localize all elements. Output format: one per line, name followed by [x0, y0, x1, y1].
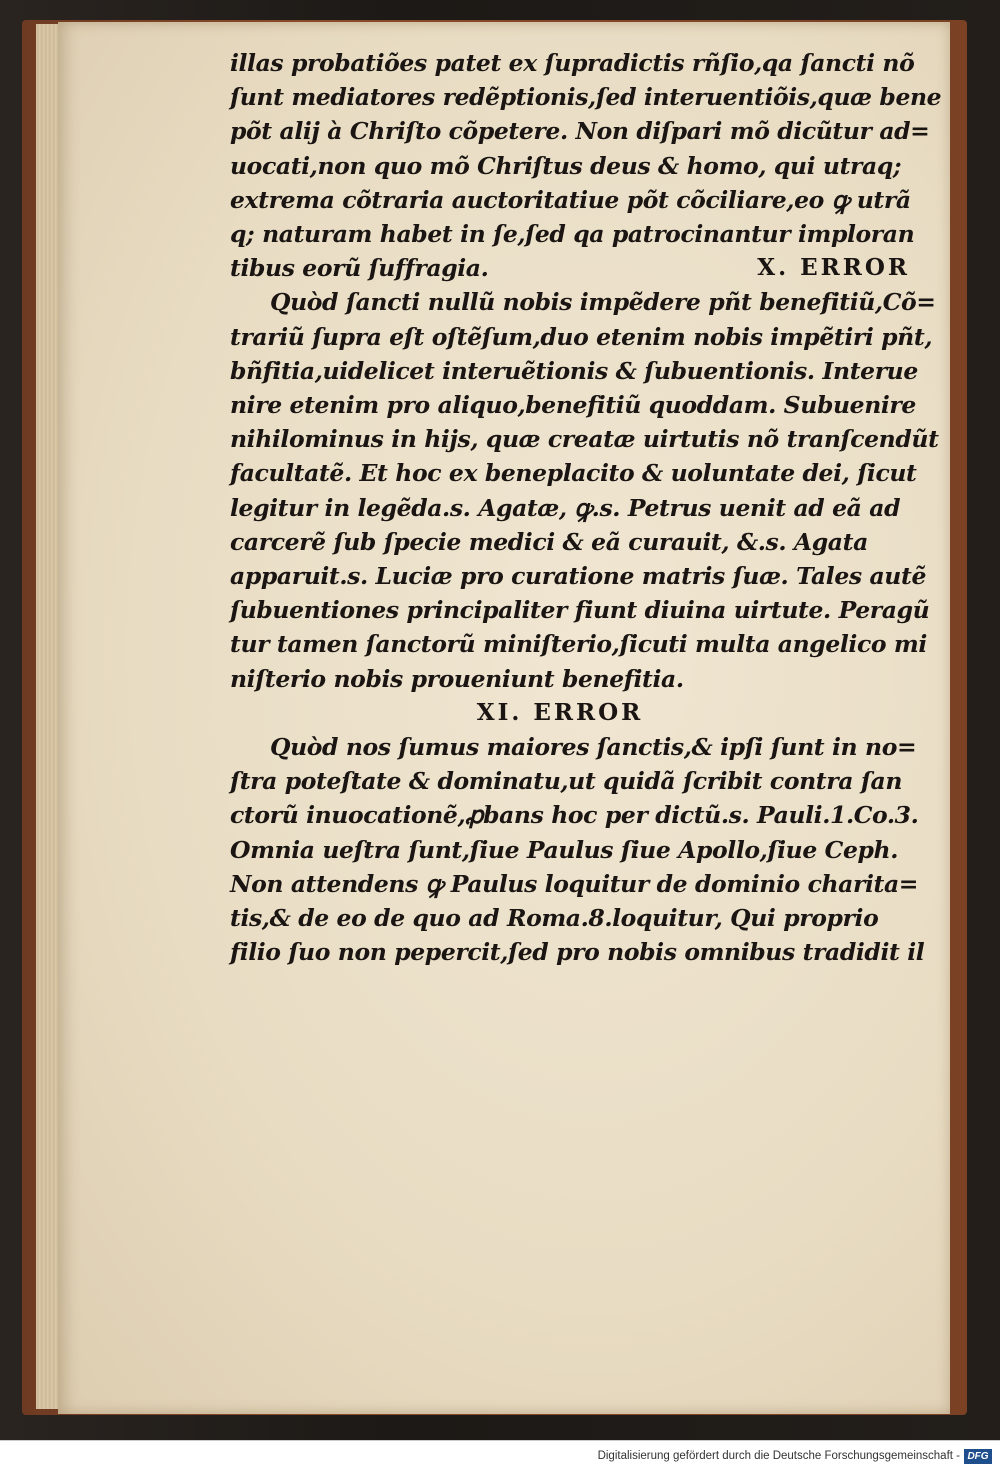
text-line: Non attendens ꝙ Paulus loquitur de dominio charita= — [230, 869, 919, 898]
text-line: extrema cõtraria auctoritatiue põt cõciliare,eo ꝙ utrã — [230, 185, 911, 214]
section-heading-x: X. ERROR — [757, 254, 910, 282]
text-line: tibus eorũ ſuffragia. — [230, 254, 489, 283]
text-line: niſterio nobis proueniunt benefitia. — [230, 664, 684, 693]
text-line: nihilominus in hijs, quæ creatæ uirtutis nõ tranſcendũt — [230, 425, 939, 454]
text-line: illas probatiões patet ex ſupradictis rñſio,qa ſancti nõ — [230, 49, 915, 77]
text-line: uocati,non quo mõ Chriſtus deus & homo, qui utraq; — [230, 151, 902, 180]
page-text — [230, 46, 942, 969]
funding-credit: Digitalisierung gefördert durch die Deutsche Forschungsgemeinschaft - — [597, 1450, 960, 1462]
text-line: Omnia ueſtra ſunt,ſiue Paulus ſiue Apollo,ſiue Ceph. — [230, 835, 899, 864]
digitization-footer — [0, 1440, 1000, 1473]
text-line: nire etenim pro aliquo,benefitiũ quoddam. Subuenire — [230, 391, 916, 420]
text-line: ctorũ inuocationẽ,ꝓbans hoc per dictũ.s. Pauli.1.Co.3. — [230, 801, 919, 830]
text-line: tur tamen ſanctorũ miniſterio,ſicuti multa angelico mi — [230, 630, 927, 659]
text-line: ſubuentiones principaliter fiunt diuina uirtute. Peragũ — [230, 596, 930, 625]
text-line: carcerẽ ſub ſpecie medici & eã curauit, &.s. Agata — [230, 527, 868, 556]
text-line: trariũ ſupra eſt oſtẽſum,duo etenim nobis impẽtiri pñt, — [230, 322, 933, 351]
text-line: apparuit.s. Luciæ pro curatione matris ſuæ. Tales autẽ — [230, 562, 926, 591]
text-line: facultatẽ. Et hoc ex beneplacito & uoluntate dei, ſicut — [230, 459, 917, 488]
text-line: q; naturam habet in ſe,ſed qa patrocinantur imploran — [230, 220, 915, 249]
text-line-with-heading — [230, 251, 910, 285]
text-line: tis,& de eo de quo ad Roma.8.loquitur, Qui proprio — [230, 904, 879, 933]
dfg-logo-icon: DFG — [964, 1449, 992, 1464]
text-line: Quòd ſancti nullũ nobis impẽdere pñt benefitiũ,Cõ= — [270, 288, 936, 317]
text-line: bñfitia,uidelicet interuẽtionis & ſubuentionis. Interue — [230, 356, 918, 385]
section-heading-xi: XI. ERROR — [476, 698, 644, 726]
text-line: filio ſuo non pepercit,ſed pro nobis omnibus tradidit il — [230, 938, 925, 967]
text-line: legitur in legẽda.s. Agatæ, ꝙ.s. Petrus uenit ad eã ad — [230, 493, 901, 522]
text-line: põt alij à Chriſto cõpetere. Non diſpari mõ dicũtur ad= — [230, 117, 930, 146]
text-line: ſtra poteſtate & dominatu,ut quidã ſcribit contra ſan — [230, 767, 903, 796]
text-line: ſunt mediatores redẽptionis,ſed interuentiõis,quæ bene — [230, 83, 942, 112]
text-line: Quòd nos ſumus maiores ſanctis,& ipſi ſunt in no= — [270, 733, 917, 762]
